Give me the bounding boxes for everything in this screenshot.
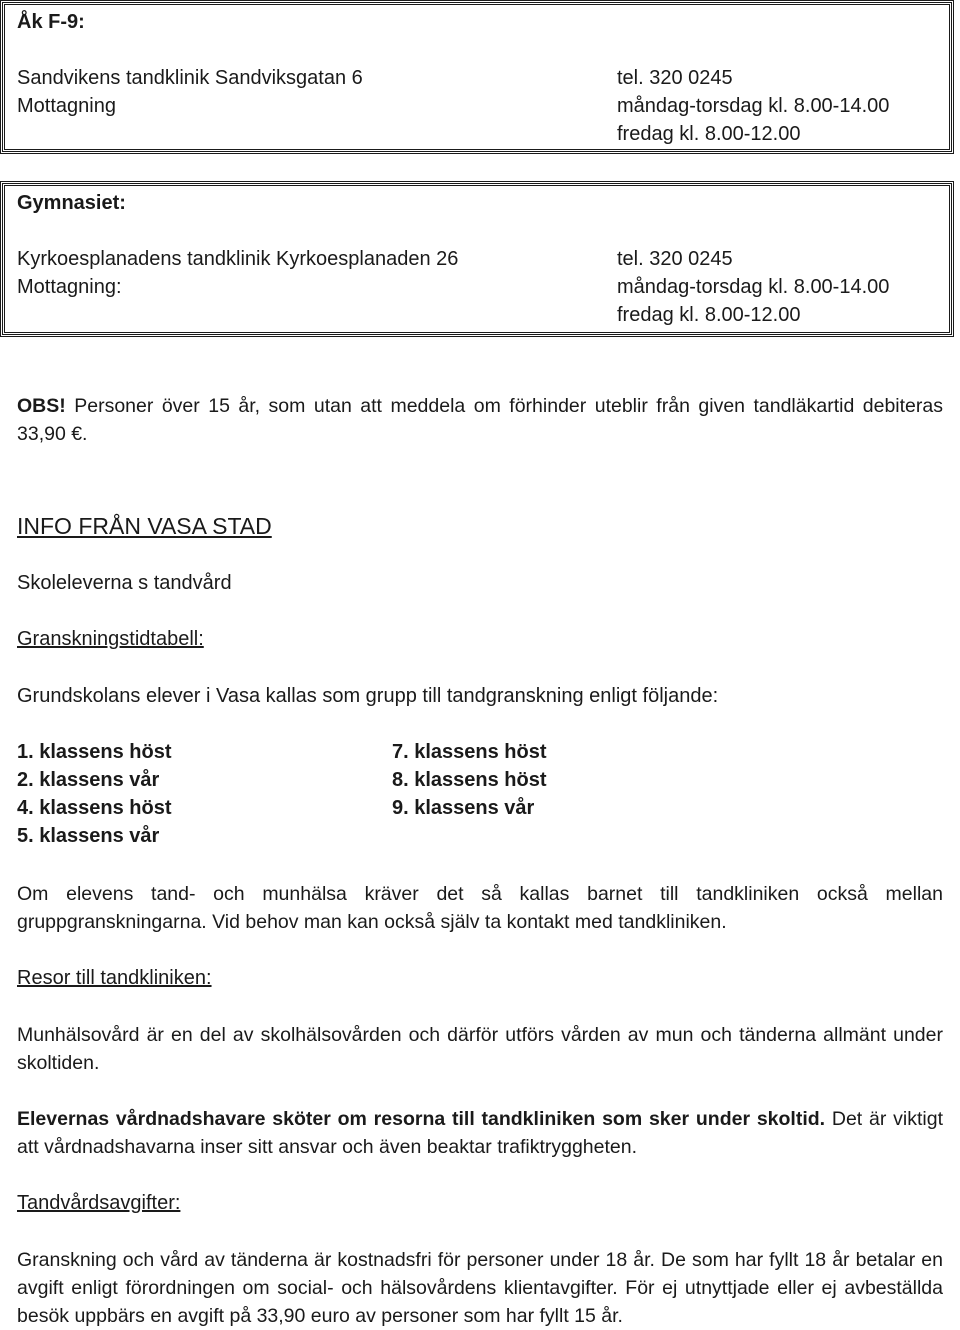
extra-visits-paragraph: Om elevens tand- och munhälsa kräver det så kallas barnet till tandkliniken också mellan gruppgranskningarna. Vid behov man kan också själv ta kontakt med tandkliniken. xyxy=(17,883,943,933)
schedule-item: 2. klassens vår xyxy=(17,769,160,791)
guardian-paragraph xyxy=(17,1105,943,1161)
box2-reception-label: Mottagning: xyxy=(17,276,122,298)
schedule-intro: Grundskolans elever i Vasa kallas som grupp till tandgranskning enligt följande: xyxy=(17,685,719,707)
box2-title: Gymnasiet: xyxy=(17,192,126,214)
schedule-item: 4. klassens höst xyxy=(17,797,172,819)
schedule-heading: Granskningstidtabell: xyxy=(17,628,204,650)
box1-clinic: Sandvikens tandklinik Sandviksgatan 6 xyxy=(17,67,363,89)
box2-clinic: Kyrkoesplanadens tandklinik Kyrkoesplanaden 26 xyxy=(17,248,459,270)
fees-paragraph: Granskning och vård av tänderna är kostnadsfri för personer under 18 år. De som har fyllt 18 år betalar en avgift enligt förordningen om social- och hälsovårdens klientavgifter. För ej utnyttjade eller ej avbeställda besök uppbärs en avgift på 33,90 euro av personer som har fyllt 15 år. xyxy=(17,1249,943,1327)
travel-paragraph: Munhälsovård är en del av skolhälsovården och därför utförs vården av mun och tänderna allmänt under skoltiden. xyxy=(17,1024,943,1074)
notice-text: Personer över 15 år, som utan att meddela om förhinder uteblir från given tandläkartid debiteras 33,90 €. xyxy=(17,395,943,445)
schedule-item: 7. klassens höst xyxy=(392,741,547,763)
fees-heading: Tandvårdsavgifter: xyxy=(17,1192,181,1214)
box2-hours-weekday: måndag-torsdag kl. 8.00-14.00 xyxy=(617,276,890,298)
travel-heading: Resor till tandkliniken: xyxy=(17,967,212,989)
box2-hours-friday: fredag kl. 8.00-12.00 xyxy=(617,304,801,326)
notice-paragraph xyxy=(17,392,943,448)
box1-hours-friday: fredag kl. 8.00-12.00 xyxy=(617,123,801,145)
schedule-item: 8. klassens höst xyxy=(392,769,547,791)
guardian-bold-text: Elevernas vårdnadshavare sköter om resorna till tandkliniken som sker under skoltid. xyxy=(17,1108,826,1130)
schedule-item: 1. klassens höst xyxy=(17,741,172,763)
info-heading: INFO FRÅN VASA STAD xyxy=(17,513,272,539)
box1-title: Åk F-9: xyxy=(17,11,85,33)
box1-reception-label: Mottagning xyxy=(17,95,116,117)
box1-hours-weekday: måndag-torsdag kl. 8.00-14.00 xyxy=(617,95,890,117)
subheading: Skoleleverna s tandvård xyxy=(17,572,232,594)
box1-phone: tel. 320 0245 xyxy=(617,67,733,89)
schedule-item: 9. klassens vår xyxy=(392,797,535,819)
notice-label: OBS! xyxy=(17,395,66,417)
guardian-text: Det är viktigt att vårdnadshavarna inser sitt ansvar och även beaktar trafiktryggheten. xyxy=(17,1108,943,1158)
box2-phone: tel. 320 0245 xyxy=(617,248,733,270)
schedule-item: 5. klassens vår xyxy=(17,825,160,847)
